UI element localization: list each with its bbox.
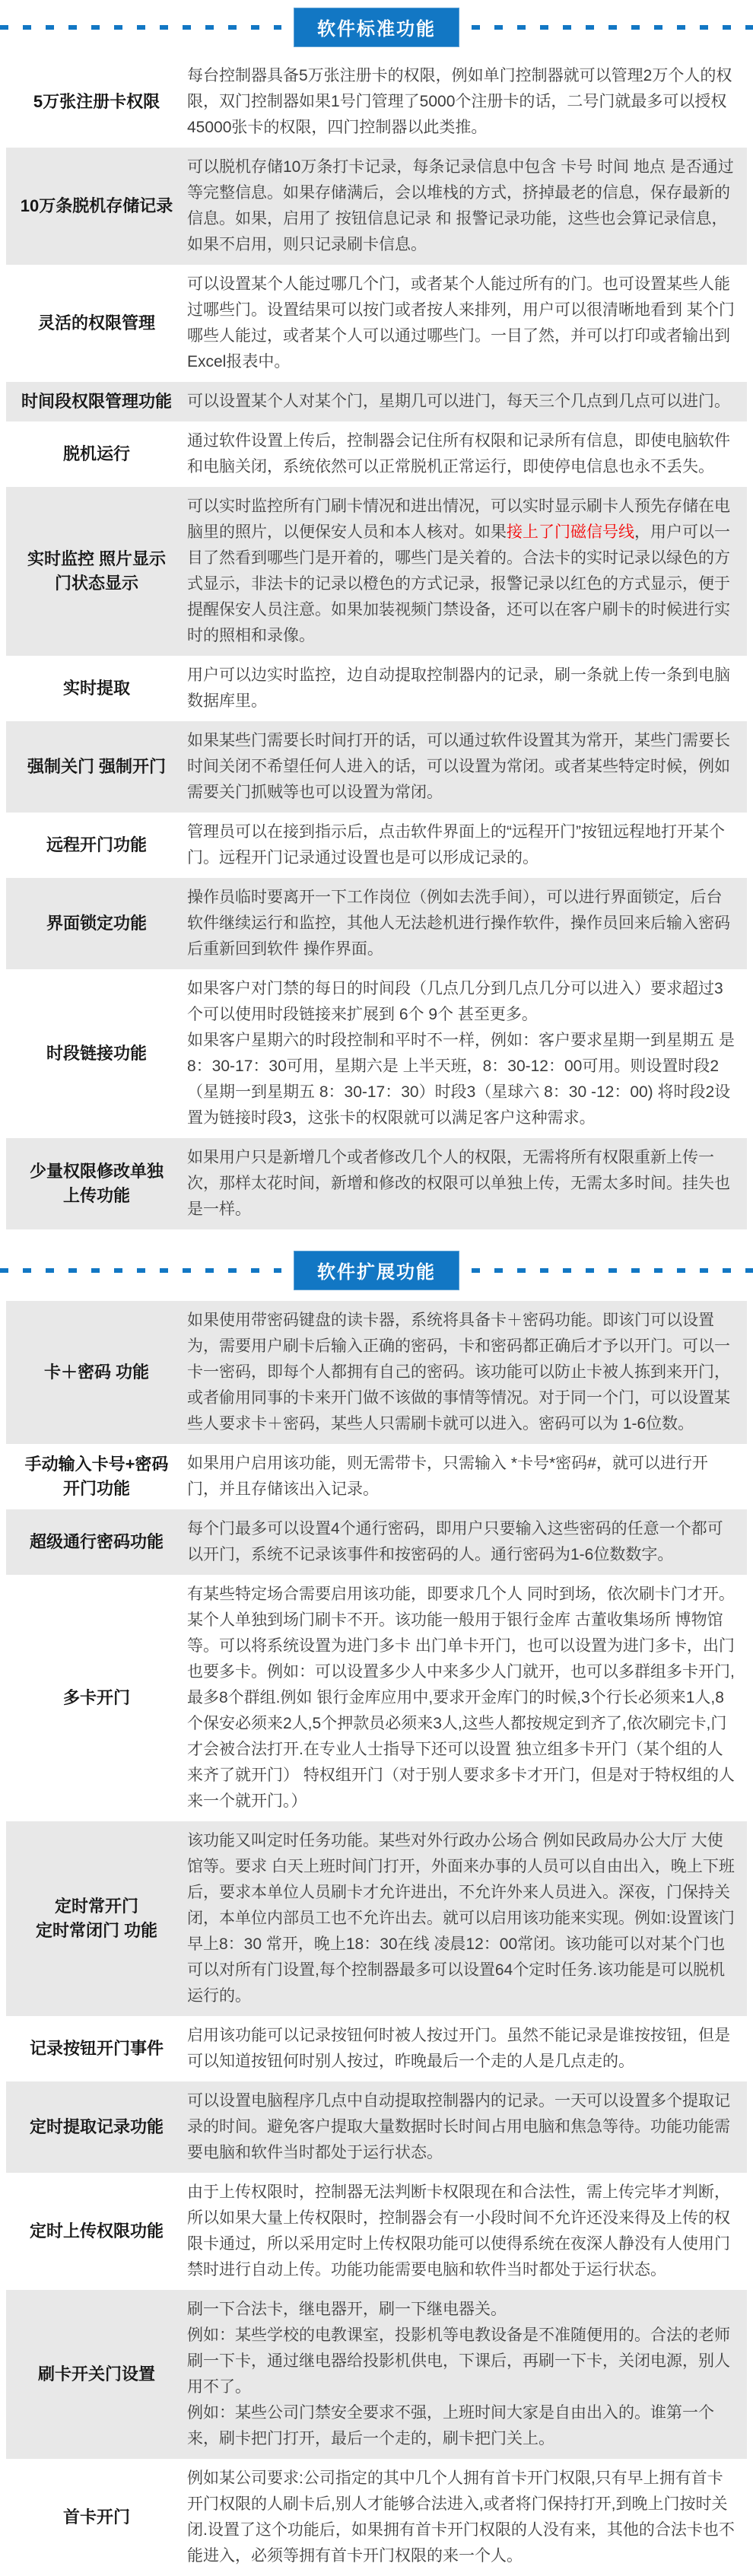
feature-name: 定时提取记录功能	[29, 2117, 164, 2136]
feature-name: 实时监控 照片显示 门状态显示	[27, 549, 167, 593]
feature-description: 可以脱机存储10万条打卡记录，每条记录信息中包含 卡号 时间 地点 是否通过 等完整信息。如果存储满后，会以堆栈的方式，挤掉最老的信息，保存最新的信息。如果，启用了 按钮信息记录 和 报警记录功能，这些也会算记录信息，如果不启用，则只记录刷卡信息。	[187, 158, 734, 253]
feature-description: 如果使用带密码键盘的读卡器，系统将具备卡＋密码功能。即该门可以设置为，需要用户刷卡后输入正确的密码，卡和密码都正确后才予以开门。可以一卡一密码，即每个人都拥有自己的密码。该功能可以防止卡被人拣到来开门，或者偷用同事的卡来开门做不该做的事情等情况。对于同一个门，可以设置某些人要求卡＋密码，某些人只需刷卡就可以进入。密码可以为 1-6位数。	[187, 1312, 730, 1433]
feature-row	[6, 382, 747, 421]
feature-name: 定时上传权限功能	[29, 2221, 164, 2240]
feature-row	[6, 2290, 747, 2459]
feature-name: 定时常开门 定时常闭门 功能	[35, 1897, 158, 1940]
feature-description: 通过软件设置上传后，控制器会记住所有权限和记录所有信息，即使电脑软件和电脑关闭，系统依然可以正常脱机正常运行，即使停电信息也永不丢失。	[187, 432, 730, 475]
feature-name: 时间段权限管理功能	[21, 392, 172, 411]
section-header-extended	[0, 1251, 753, 1290]
feature-row	[6, 969, 747, 1138]
feature-row	[6, 487, 747, 656]
feature-row	[6, 1444, 747, 1509]
feature-row	[6, 813, 747, 878]
feature-name: 记录按钮开门事件	[29, 2039, 164, 2058]
feature-description: 每个门最多可以设置4个通行密码，即用户只要输入这些密码的任意一个都可以开门，系统不记录该事件和按密码的人。通行密码为1-6位数数字。	[187, 1520, 723, 1563]
section-title-badge: 软件标准功能	[294, 8, 459, 47]
feature-description: 由于上传权限时，控制器无法判断卡权限现在和合法性，需上传完毕才判断，所以如果大量上传权限时，控制器会有一小段时间不允许还没来得及上传的权限卡通过，所以采用定时上传权限功能可以使得系统在夜深人静没有人使用门禁时进行自动上传。功能功能需要电脑和软件当时都处于运行状态。	[187, 2183, 730, 2279]
feature-name: 界面锁定功能	[46, 914, 147, 933]
feature-row	[6, 1575, 747, 1821]
feature-name: 灵活的权限管理	[37, 313, 155, 332]
feature-name: 强制关门 强制开门	[27, 757, 167, 776]
feature-description: 可以设置电脑程序几点中自动提取控制器内的记录。一天可以设置多个提取记录的时间。避免客户提取大量数据时长时间占用电脑和焦急等待。功能功能需要电脑和软件当时都处于运行状态。	[187, 2092, 730, 2161]
feature-name: 远程开门功能	[46, 835, 147, 854]
feature-description: 可以设置某个人对某个门，星期几可以进门，每天三个几点到几点可以进门。	[187, 393, 730, 410]
dashed-line	[0, 25, 281, 30]
feature-description: 每台控制器具备5万张注册卡的权限，例如单门控制器就可以管理2万个人的权限，双门控制器如果1号门管理了5000个注册卡的话，二号门就最多可以授权45000张卡的权限，四门控制器以此类推。	[187, 67, 732, 136]
feature-table-extended	[0, 1301, 753, 2576]
feature-row	[6, 1509, 747, 1575]
feature-description: 启用该功能可以记录按钮何时被人按过开门。虽然不能记录是谁按按钮，但是可以知道按钮何时别人按过，昨晚最后一个走的人是几点走的。	[187, 2027, 730, 2070]
feature-description: 用户可以边实时监控，边自动提取控制器内的记录，刷一条就上传一条到电脑数据库里。	[187, 666, 730, 710]
feature-row	[6, 1301, 747, 1444]
feature-row	[6, 265, 747, 382]
feature-table-standard	[0, 56, 753, 1229]
feature-row	[6, 1821, 747, 2016]
feature-description: 该功能又叫定时任务功能。某些对外行政办公场合 例如民政局办公大厅 大使馆等。要求 白天上班时间门打开，外面来办事的人员可以自由出入，晚上下班后，要求本单位人员刷卡才允许进出，不允许外来人员进入。深夜，门保持关闭，本单位内部员工也不允许出去。就可以启用该功能来实现。例如:设置该门早上8：30 常开，晚上18：30在线 凌晨12：00常闭。该功能可以对某个门也可以对所有门设置,每个控制器最多可以设置64个定时任务.该功能是可以脱机运行的。	[187, 1832, 735, 2005]
feature-description: 例如某公司要求:公司指定的其中几个人拥有首卡开门权限,只有早上拥有首卡开门权限的人刷卡后,别人才能够合法进入,或者将门保持打开,到晚上门按时关闭.设置了这个功能后，如果拥有首卡开门权限的人没有来，其他的合法卡也不能进入，必须等拥有首卡开门权限的来一个人。	[187, 2469, 735, 2565]
section-title-badge: 软件扩展功能	[294, 1251, 459, 1290]
dashed-line	[472, 1268, 753, 1273]
feature-row	[6, 721, 747, 813]
feature-row	[6, 878, 747, 969]
section-header-standard	[0, 8, 753, 47]
feature-name: 超级通行密码功能	[29, 1532, 164, 1551]
feature-name: 10万条脱机存储记录	[20, 196, 173, 215]
red-highlight-text: 接上了门磁信号线	[507, 523, 634, 541]
feature-name: 少量权限修改单独 上传功能	[29, 1162, 164, 1205]
feature-name: 多卡开门	[62, 1688, 130, 1707]
feature-description: 如果用户只是新增几个或者修改几个人的权限，无需将所有权限重新上传一次，那样太花时间，新增和修改的权限可以单独上传，无需太多时间。挂失也是一样。	[187, 1149, 730, 1218]
feature-row	[6, 2459, 747, 2576]
feature-name: 5万张注册卡权限	[33, 92, 160, 111]
feature-name: 脱机运行	[62, 444, 130, 463]
feature-description: 刷一下合法卡，继电器开，刷一下继电器关。 例如：某些学校的电教课室，投影机等电教设备是不准随便用的。合法的老师刷一下卡，通过继电器给投影机供电，下课后，再刷一下卡，关闭电源，别人用不了。 例如：某些公司门禁安全要求不强，上班时间大家是自由出入的。谁第一个来，刷卡把门打开，最后一个走的，刷卡把门关上。	[187, 2301, 730, 2447]
feature-description: 如果某些门需要长时间打开的话，可以通过软件设置其为常开，某些门需要长时间关闭不希望任何人进入的话，可以设置为常闭。或者某些特定时候，例如需要关门抓贼等也可以设置为常闭。	[187, 732, 730, 801]
feature-row	[6, 2173, 747, 2290]
feature-name: 卡＋密码 功能	[43, 1363, 150, 1382]
feature-description: 有某些特定场合需要启用该功能，即要求几个人 同时到场，依次刷卡门才开。某个人单独到场门刷卡不开。该功能一般用于银行金库 古董收集场所 博物馆等。可以将系统设置为进门多卡 出门单卡开门，也可以设置为进门多卡，出门也要多卡。例如：可以设置多少人中来多少人门就开，也可以多群组多卡开门,最多8个群组.例如 银行金库应用中,要求开金库门的时候,3个行长必须来1人,8个保安必须来2人,5个押款员必须来3人,这些人都按规定到齐了,依次刷完卡,门才会被合法打开.在专业人士指导下还可以设置 独立组多卡开门（某个组的人来齐了就开门） 特权组开门（对于别人要求多卡才开门，但是对于特权组的人 来一个就开门。）	[187, 1585, 735, 1810]
feature-row	[6, 656, 747, 721]
feature-row	[6, 148, 747, 265]
feature-description: 可以设置某个人能过哪几个门，或者某个人能过所有的门。也可设置某些人能过哪些门。设置结果可以按门或者按人来排列，用户可以很清晰地看到 某个门哪些人能过，或者某个人可以通过哪些门。一目了然，并可以打印或者输出到Excel报表中。	[187, 275, 735, 370]
feature-description: 可以实时监控所有门刷卡情况和进出情况，可以实时显示刷卡人预先存储在电脑里的照片，以便保安人员和本人核对。如果接上了门磁信号线，用户可以一目了然看到哪些门是开着的，哪些门是关着的。合法卡的实时记录以绿色的方式显示，非法卡的记录以橙色的方式记录，报警记录以红色的方式显示，便于提醒保安人员注意。如果加装视频门禁设备，还可以在客户刷卡的时候进行实时的照相和录像。	[187, 498, 730, 644]
feature-name: 首卡开门	[62, 2508, 130, 2527]
feature-name: 刷卡开关门设置	[37, 2365, 155, 2384]
dashed-line	[472, 25, 753, 30]
feature-row	[6, 56, 747, 148]
feature-description: 如果客户对门禁的每日的时间段（几点几分到几点几分可以进入）要求超过3个可以使用时段链接来扩展到 6个 9个 甚至更多。 如果客户星期六的时段控制和平时不一样，例如：客户要求星期一到星期五 是 8：30-17：30可用，星期六是 上半天班，8：30-12：00可用。则设置时段2（星期一到星期五 8：30-17：30）时段3（星球六 8：30 -12：00) 将时段2设置为链接时段3，这张卡的权限就可以满足客户这种需求。	[187, 980, 735, 1127]
feature-description: 操作员临时要离开一下工作岗位（例如去洗手间），可以进行界面锁定，后台软件继续运行和监控，其他人无法趁机进行操作软件，操作员回来后输入密码后重新回到软件 操作界面。	[187, 889, 730, 958]
feature-description: 管理员可以在接到指示后，点击软件界面上的“远程开门”按钮远程地打开某个门。远程开门记录通过设置也是可以形成记录的。	[187, 823, 725, 867]
feature-name: 手动输入卡号+密码 开门功能	[24, 1455, 169, 1498]
feature-row	[6, 1138, 747, 1229]
feature-name: 时段链接功能	[46, 1044, 147, 1063]
dashed-line	[0, 1268, 281, 1273]
feature-row	[6, 2081, 747, 2173]
feature-name: 实时提取	[62, 679, 130, 698]
feature-row	[6, 2016, 747, 2081]
feature-description: 如果用户启用该功能，则无需带卡，只需输入 *卡号*密码#，就可以进行开门，并且存储该出入记录。	[187, 1455, 708, 1498]
feature-row	[6, 421, 747, 487]
